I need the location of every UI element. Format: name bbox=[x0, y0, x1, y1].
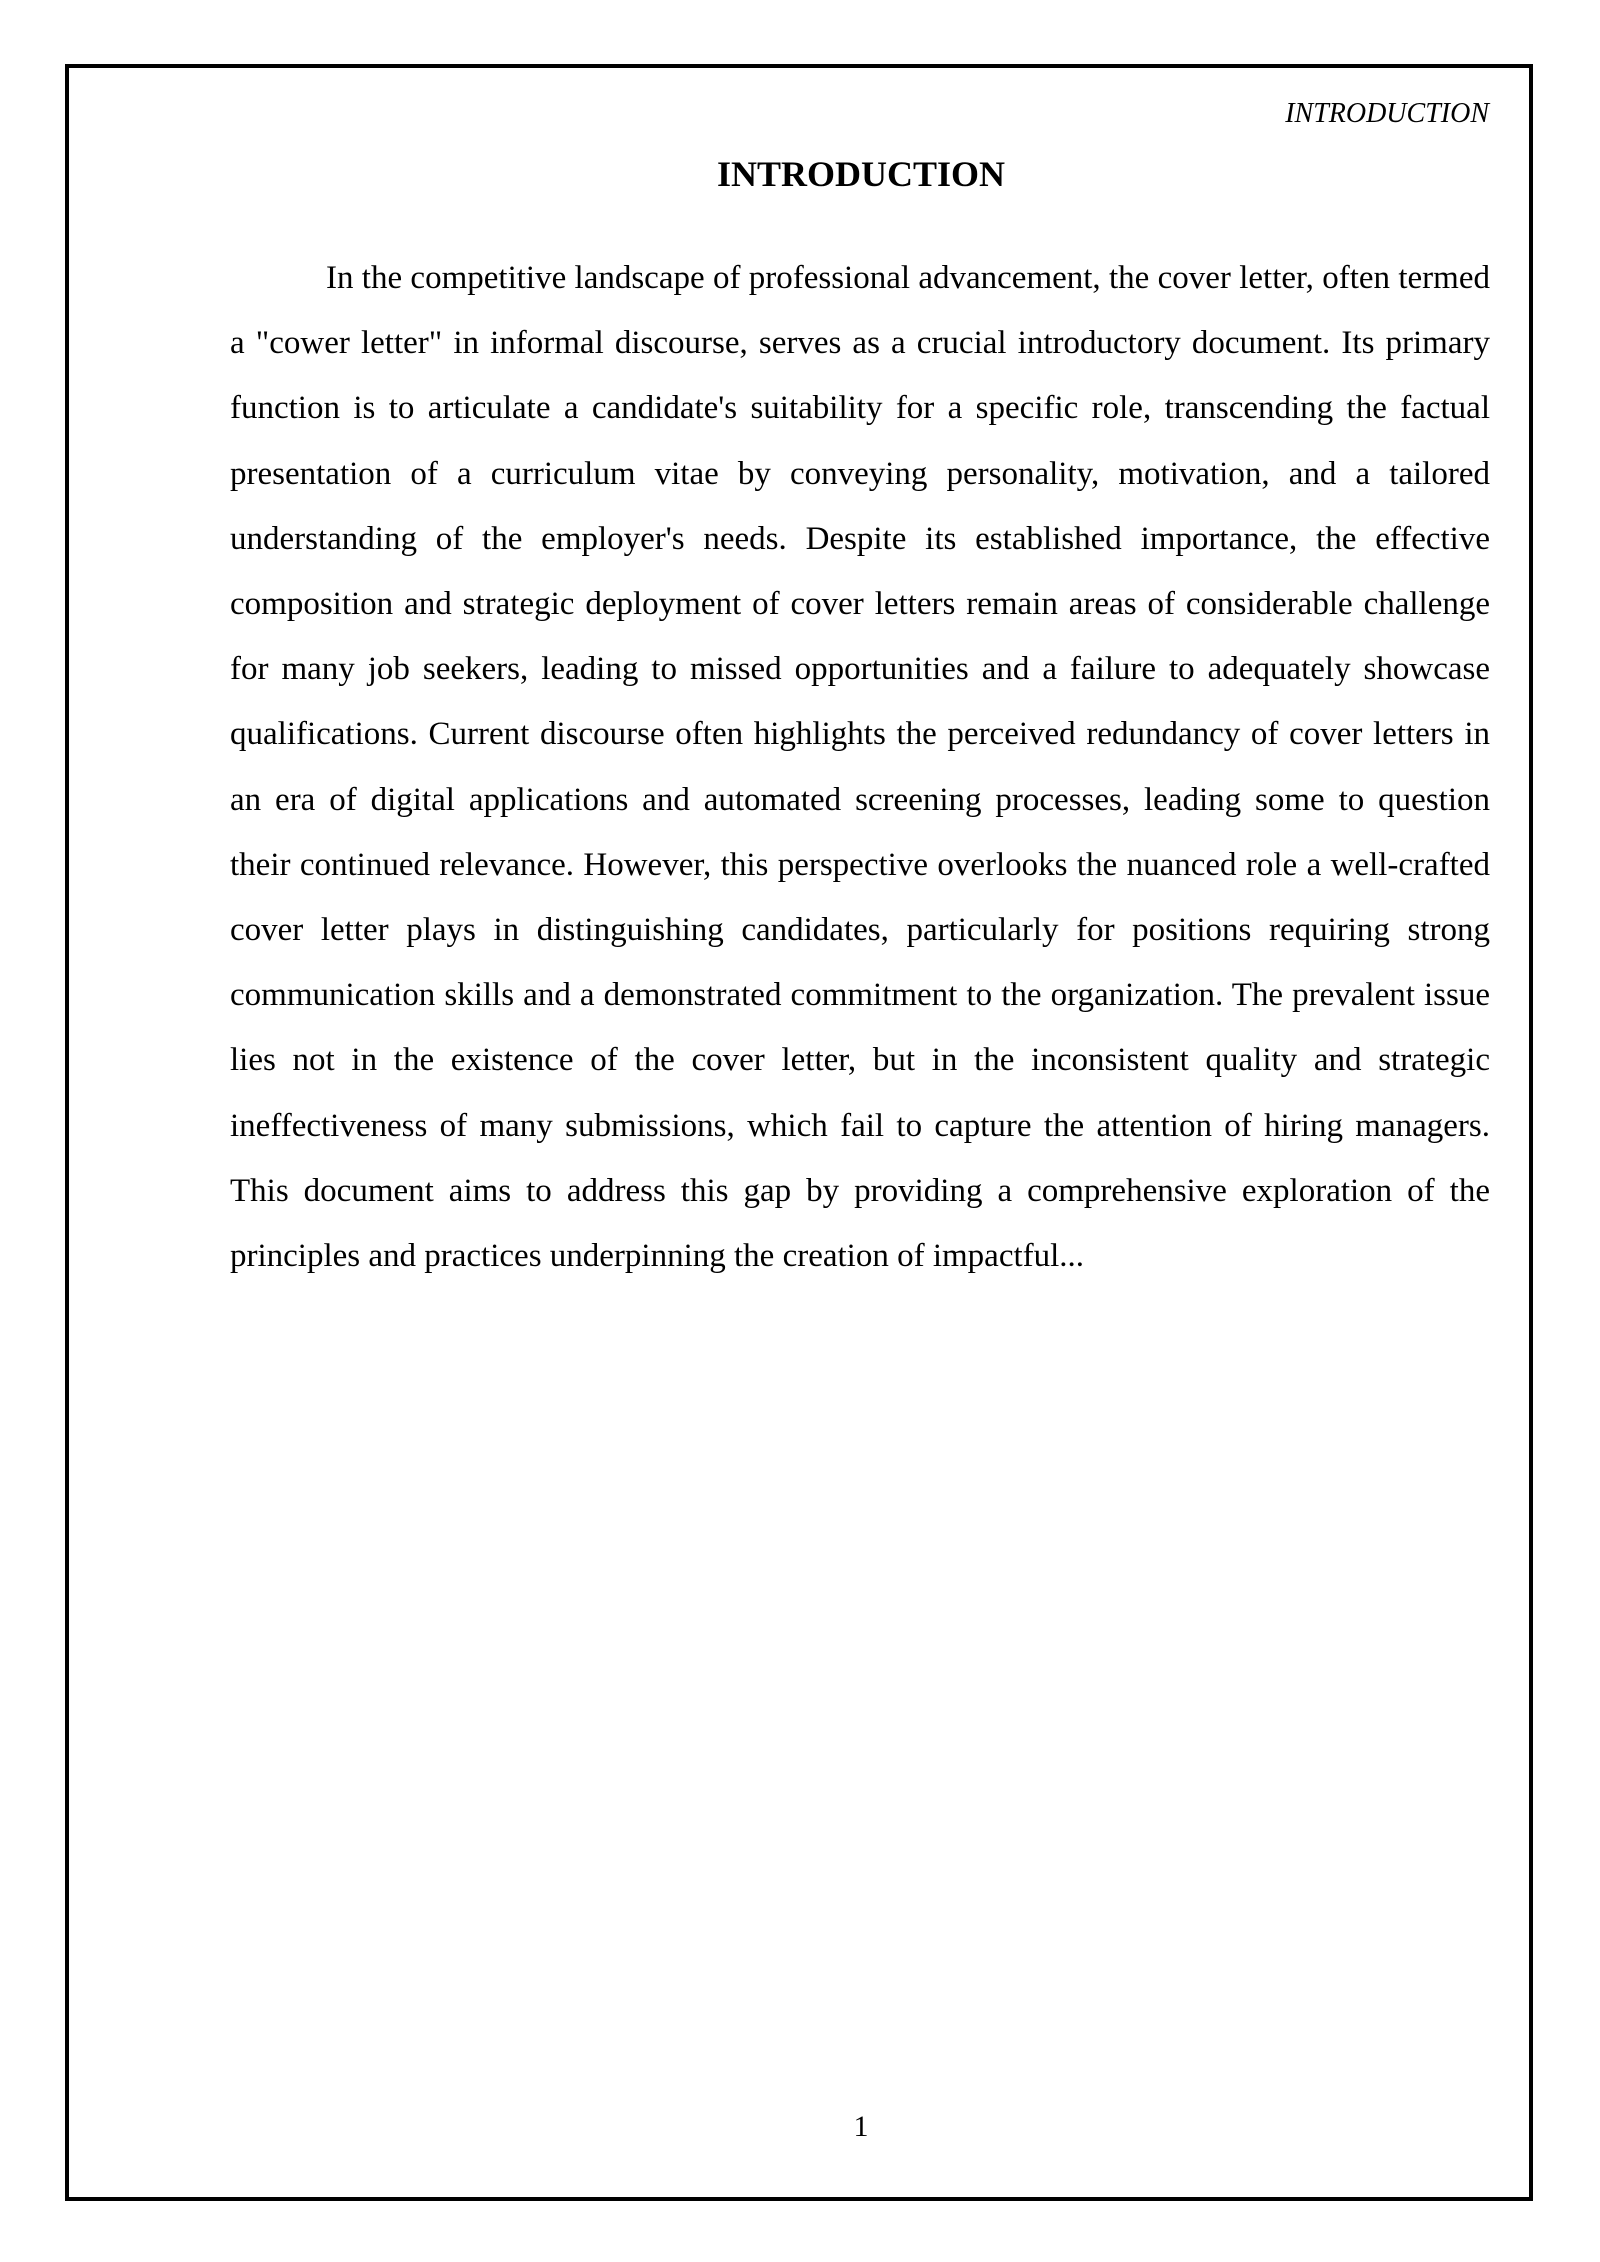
body-paragraph: In the competitive landscape of professional advancement, the cover letter, often termed a "cower letter" in informal discourse, serves as a crucial introductory document. Its primary function is to articulate a candidate's suitability for a specific role, transcending the factual presentation of a curriculum vitae by conveying personality, motivation, and a tailored understanding of the employer's needs. Despite its established importance, the effective composition and strategic deployment of cover letters remain areas of considerable challenge for many job seekers, leading to missed opportunities and a failure to adequately showcase qualifications. Current discourse often highlights the perceived redundancy of cover letters in an era of digital applications and automated screening processes, leading some to question their continued relevance. However, this perspective overlooks the nuanced role a well-crafted cover letter plays in distinguishing candidates, particularly for positions requiring strong communication skills and a demonstrated commitment to the organization. The prevalent issue lies not in the existence of the cover letter, but in the inconsistent quality and strategic ineffectiveness of many submissions, which fail to capture the attention of hiring managers. This document aims to address this gap by providing a comprehensive exploration of the principles and practices underpinning the creation of impactful... bbox=[230, 260, 1490, 1275]
page-title: INTRODUCTION bbox=[716, 154, 1006, 194]
running-header: INTRODUCTION bbox=[1285, 98, 1489, 129]
page-number: 1 bbox=[853, 2110, 869, 2143]
